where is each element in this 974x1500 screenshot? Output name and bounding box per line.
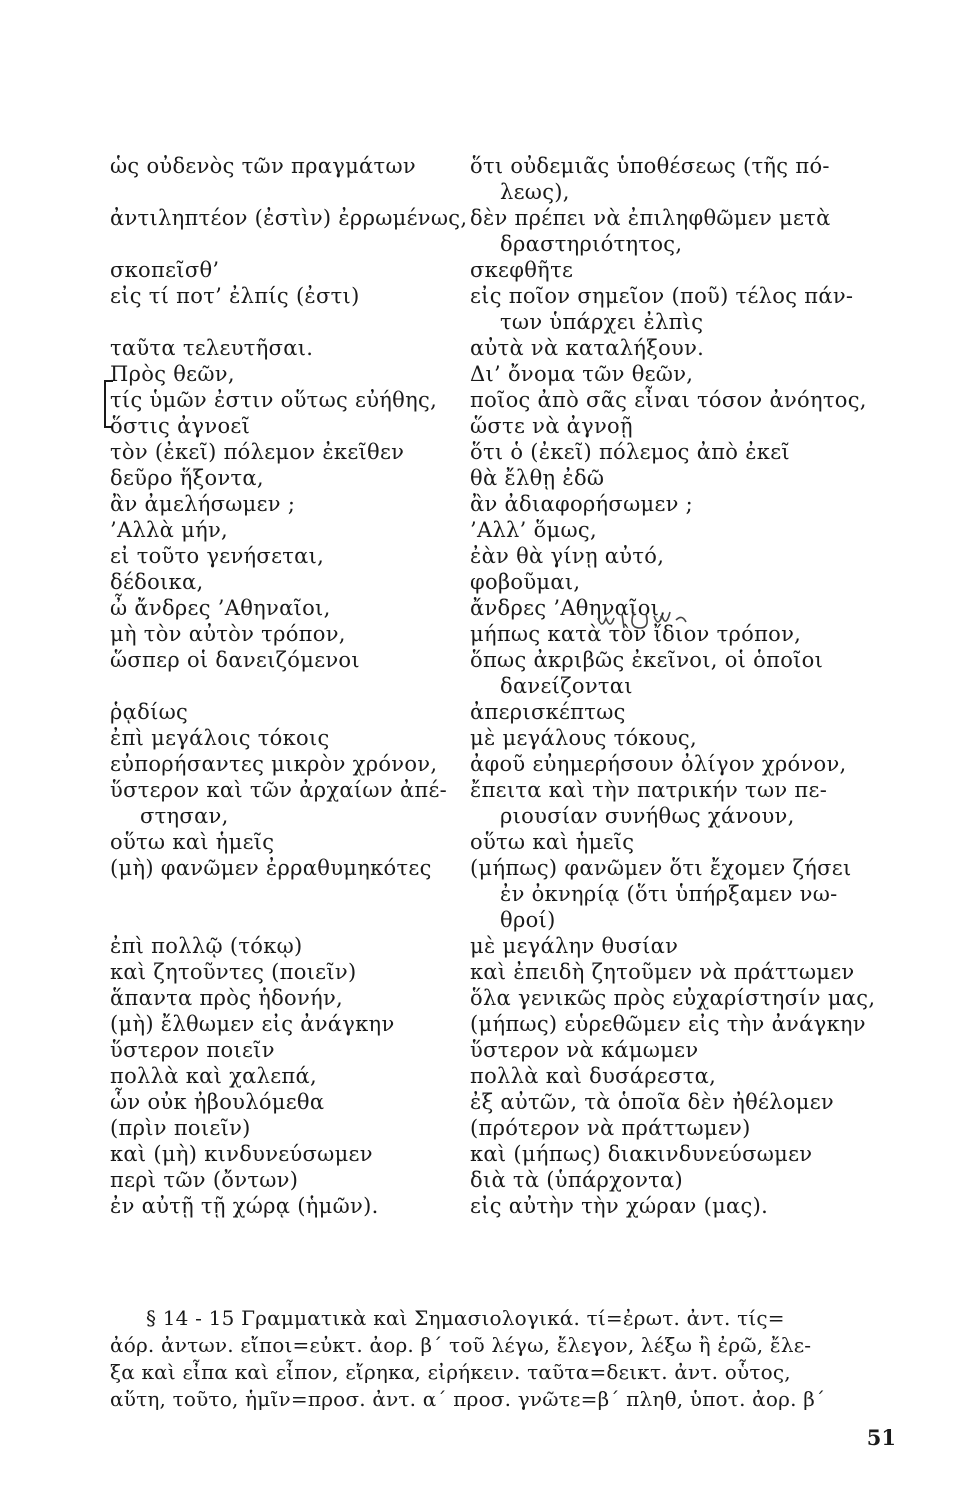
text-line: ἔπειτα καὶ τὴν πατρικήν των πε- bbox=[470, 778, 828, 802]
spacer bbox=[110, 907, 480, 933]
text-line: ῥᾳδίως bbox=[110, 700, 189, 724]
text-line: τίς ὑμῶν ἐστιν οὕτως εὐήθης, bbox=[110, 388, 438, 412]
notes-line-4: αὕτη, τοῦτο, ἡμῖν=προσ. ἀντ. α΄ προσ. γνῶτε=β΄ πληθ, ὑποτ. ἀορ. β΄ bbox=[110, 1387, 826, 1411]
text-line: ἐξ αὐτῶν, τὰ ὁποῖα δὲν ἠθέλομεν bbox=[470, 1090, 834, 1114]
text-line: μὴ τὸν αὐτὸν τρόπον, bbox=[110, 622, 346, 646]
text-line: εἰς τί ποτ’ ἐλπίς (ἐστι) bbox=[110, 284, 360, 308]
spacer bbox=[110, 179, 480, 205]
text-line: ὦ ἄνδρες ’Αθηναῖοι, bbox=[110, 596, 331, 620]
text-line: καὶ ἐπειδὴ ζητοῦμεν νὰ πράττωμεν bbox=[470, 960, 855, 984]
text-line: σκεφθῆτε bbox=[470, 258, 574, 282]
text-line: (μὴ) ἔλθωμεν εἰς ἀνάγκην bbox=[110, 1012, 395, 1036]
text-line: ὕστερον ποιεῖν bbox=[110, 1038, 275, 1062]
text-line: λεως), bbox=[500, 180, 570, 204]
text-line: καὶ (μὴ) κινδυνεύσωμεν bbox=[110, 1142, 373, 1166]
text-line: ’Αλλ’ ὅμως, bbox=[470, 518, 597, 542]
text-line: (μὴ) φανῶμεν ἐρραθυμηκότες bbox=[110, 856, 432, 880]
text-line: θὰ ἔλθῃ ἐδῶ bbox=[470, 466, 605, 490]
text-line: εἰς ποῖον σημεῖον (ποῦ) τέλος πάν- bbox=[470, 284, 854, 308]
text-line: οὕτω καὶ ἡμεῖς bbox=[470, 830, 635, 854]
text-line: δραστηριότητος, bbox=[500, 232, 683, 256]
text-line: διὰ τὰ (ὑπάρχοντα) bbox=[470, 1168, 684, 1192]
text-line: δὲν πρέπει νὰ ἐπιληφθῶμεν μετὰ bbox=[470, 206, 831, 230]
text-line: ἀφοῦ εὐημερήσουν ὀλίγον χρόνον, bbox=[470, 752, 847, 776]
text-line: ἀπερισκέπτως bbox=[470, 700, 626, 724]
text-line: καὶ (μήπως) διακινδυνεύσωμεν bbox=[470, 1142, 813, 1166]
text-line: μὲ μεγάλους τόκους, bbox=[470, 726, 697, 750]
text-line: Πρὸς θεῶν, bbox=[110, 362, 235, 386]
handwritten-scribble bbox=[594, 606, 704, 636]
text-line: σκοπεῖσθ’ bbox=[110, 258, 220, 282]
text-line: ’Αλλὰ μήν, bbox=[110, 518, 228, 542]
text-line: ἀντιληπτέον (ἐστὶν) ἐρρωμένως, bbox=[110, 206, 468, 230]
text-line: πολλὰ καὶ χαλεπά, bbox=[110, 1064, 317, 1088]
text-line: εἰ τοῦτο γενήσεται, bbox=[110, 544, 325, 568]
text-line: ὡς οὐδενὸς τῶν πραγμάτων bbox=[110, 154, 416, 178]
text-line: (μήπως) φανῶμεν ὅτι ἔχομεν ζήσει bbox=[470, 856, 852, 880]
text-line: ἐὰν θὰ γίνῃ αὐτό, bbox=[470, 544, 665, 568]
text-line: ἄνδρες ’Αθηναῖοι, bbox=[470, 596, 667, 620]
text-line: δανείζονται bbox=[500, 674, 633, 698]
text-line: ἐν αὐτῇ τῇ χώρᾳ (ἡμῶν). bbox=[110, 1194, 379, 1218]
text-line: ἂν ἀμελήσωμεν ; bbox=[110, 492, 296, 516]
text-line: θροί) bbox=[500, 908, 556, 932]
notes-line-1: § 14 - 15 Γραμματικὰ καὶ Σημασιολογικά. τί=ἐρωτ. ἀντ. τίς= bbox=[146, 1306, 785, 1330]
text-line: ταῦτα τελευτῆσαι. bbox=[110, 336, 314, 360]
text-line: στησαν, bbox=[140, 804, 229, 828]
margin-bracket-mark bbox=[104, 380, 113, 428]
text-line: ἐπὶ μεγάλοις τόκοις bbox=[110, 726, 330, 750]
spacer bbox=[110, 673, 480, 699]
text-line: δέδοικα, bbox=[110, 570, 204, 594]
text-line: ὥσπερ οἱ δανειζόμενοι bbox=[110, 648, 360, 672]
text-line: καὶ ζητοῦντες (ποιεῖν) bbox=[110, 960, 357, 984]
text-line: εὐπορήσαντες μικρὸν χρόνον, bbox=[110, 752, 438, 776]
text-line: ὕστερον καὶ τῶν ἀρχαίων ἀπέ- bbox=[110, 778, 448, 802]
page-number: 51 bbox=[866, 1425, 896, 1450]
text-line: ὕστερον νὰ κάμωμεν bbox=[470, 1038, 699, 1062]
text-line: τὸν (ἐκεῖ) πόλεμον ἐκεῖθεν bbox=[110, 440, 405, 464]
text-line: (πρὶν ποιεῖν) bbox=[110, 1116, 251, 1140]
right-column-translation bbox=[470, 153, 910, 1219]
text-line: ὅτι ὁ (ἐκεῖ) πόλεμος ἀπὸ ἐκεῖ bbox=[470, 440, 790, 464]
text-line: πολλὰ καὶ δυσάρεστα, bbox=[470, 1064, 717, 1088]
text-line: περὶ τῶν (ὄντων) bbox=[110, 1168, 299, 1192]
text-line: ὅπως ἀκριβῶς ἐκεῖνοι, οἱ ὁποῖοι bbox=[470, 648, 824, 672]
text-line: ὅστις ἀγνοεῖ bbox=[110, 414, 251, 438]
text-line: ὧν οὐκ ἠβουλόμεθα bbox=[110, 1090, 325, 1114]
text-line: ἐπὶ πολλῷ (τόκῳ) bbox=[110, 934, 303, 958]
text-line: δεῦρο ἥξοντα, bbox=[110, 466, 264, 490]
notes-line-2: ἀόρ. ἀντων. εἴποι=εὐκτ. ἀορ. β΄ τοῦ λέγω, ἔλεγον, λέξω ἢ ἐρῶ, ἔλε- bbox=[110, 1333, 812, 1357]
text-line: εἰς αὐτὴν τὴν χώραν (μας). bbox=[470, 1194, 769, 1218]
text-line: ἐν ὀκνηρίᾳ (ὅτι ὑπήρξαμεν νω- bbox=[500, 882, 838, 906]
text-line: ἅπαντα πρὸς ἡδονήν, bbox=[110, 986, 343, 1010]
text-line: Δι’ ὄνομα τῶν θεῶν, bbox=[470, 362, 694, 386]
spacer bbox=[110, 309, 480, 335]
spacer bbox=[110, 881, 480, 907]
text-line: (μήπως) εὑρεθῶμεν εἰς τὴν ἀνάγκην bbox=[470, 1012, 866, 1036]
text-line: ποῖος ἀπὸ σᾶς εἶναι τόσον ἀνόητος, bbox=[470, 388, 867, 412]
text-line: μήπως κατὰ τὸν ἴδιον τρόπον, bbox=[470, 622, 802, 646]
text-line: ὥστε νὰ ἀγνοῇ bbox=[470, 414, 633, 438]
text-line: οὕτω καὶ ἡμεῖς bbox=[110, 830, 275, 854]
spacer bbox=[110, 231, 480, 257]
text-line: μὲ μεγάλην θυσίαν bbox=[470, 934, 679, 958]
text-line: φοβοῦμαι, bbox=[470, 570, 581, 594]
text-line: ἂν ἀδιαφορήσωμεν ; bbox=[470, 492, 694, 516]
text-line: ριουσίαν συνήθως χάνουν, bbox=[500, 804, 795, 828]
text-line: των ὑπάρχει ἐλπὶς bbox=[500, 310, 704, 334]
notes-line-3: ξα καὶ εἶπα καὶ εἶπον, εἴρηκα, εἰρήκειν. ταῦτα=δεικτ. ἀντ. οὗτος, bbox=[110, 1360, 791, 1384]
text-line: ὅτι οὐδεμιᾶς ὑποθέσεως (τῆς πό- bbox=[470, 154, 830, 178]
grammatical-notes bbox=[110, 1305, 910, 1413]
text-line: ὅλα γενικῶς πρὸς εὐχαρίστησίν μας, bbox=[470, 986, 876, 1010]
text-line: (πρότερον νὰ πράττωμεν) bbox=[470, 1116, 751, 1140]
left-column-greek-text bbox=[110, 153, 480, 1219]
text-line: αὐτὰ νὰ καταλήξουν. bbox=[470, 336, 705, 360]
